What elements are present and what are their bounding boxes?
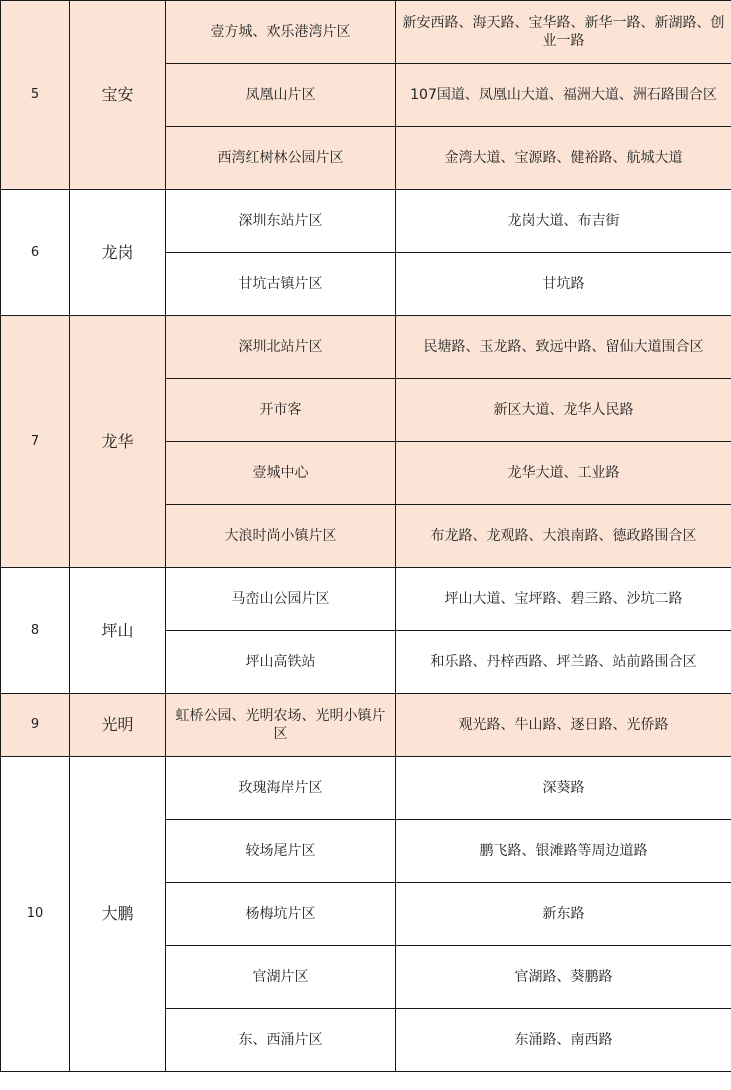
roads-cell: 坪山大道、宝坪路、碧三路、沙坑二路 — [396, 568, 731, 631]
area-cell: 甘坑古镇片区 — [166, 253, 396, 316]
area-cell: 玫瑰海岸片区 — [166, 757, 396, 820]
area-cell: 西湾红树林公园片区 — [166, 127, 396, 190]
area-cell: 大浪时尚小镇片区 — [166, 505, 396, 568]
area-cell: 壹方城、欢乐港湾片区 — [166, 1, 396, 64]
row-number-cell: 7 — [1, 316, 70, 568]
area-cell: 马峦山公园片区 — [166, 568, 396, 631]
roads-cell: 龙华大道、工业路 — [396, 442, 731, 505]
roads-cell: 东涌路、南西路 — [396, 1009, 731, 1072]
area-cell: 深圳东站片区 — [166, 190, 396, 253]
row-number-cell: 6 — [1, 190, 70, 316]
roads-cell: 新区大道、龙华人民路 — [396, 379, 731, 442]
table-row — [1, 316, 731, 379]
row-number-cell: 8 — [1, 568, 70, 694]
area-cell: 开市客 — [166, 379, 396, 442]
roads-cell: 龙岗大道、布吉街 — [396, 190, 731, 253]
district-cell: 光明 — [70, 694, 166, 757]
roads-cell: 民塘路、玉龙路、致远中路、留仙大道围合区 — [396, 316, 731, 379]
table-row — [1, 1, 731, 64]
area-cell: 虹桥公园、光明农场、光明小镇片区 — [166, 694, 396, 757]
district-cell: 龙华 — [70, 316, 166, 568]
table-body — [1, 1, 731, 1072]
district-cell: 大鹏 — [70, 757, 166, 1072]
area-cell: 深圳北站片区 — [166, 316, 396, 379]
roads-cell: 金湾大道、宝源路、健裕路、航城大道 — [396, 127, 731, 190]
area-cell: 凤凰山片区 — [166, 64, 396, 127]
roads-cell: 新安西路、海天路、宝华路、新华一路、新湖路、创业一路 — [396, 1, 731, 64]
district-cell: 宝安 — [70, 1, 166, 190]
table-row — [1, 694, 731, 757]
table-row — [1, 757, 731, 820]
roads-cell: 鹏飞路、银滩路等周边道路 — [396, 820, 731, 883]
roads-cell: 新东路 — [396, 883, 731, 946]
district-cell: 坪山 — [70, 568, 166, 694]
roads-cell: 和乐路、丹梓西路、坪兰路、站前路围合区 — [396, 631, 731, 694]
area-cell: 壹城中心 — [166, 442, 396, 505]
roads-cell: 观光路、牛山路、逐日路、光侨路 — [396, 694, 731, 757]
row-number-cell: 10 — [1, 757, 70, 1072]
row-number-cell: 9 — [1, 694, 70, 757]
roads-cell: 布龙路、龙观路、大浪南路、德政路围合区 — [396, 505, 731, 568]
area-cell: 较场尾片区 — [166, 820, 396, 883]
area-cell: 东、西涌片区 — [166, 1009, 396, 1072]
table-row — [1, 568, 731, 631]
roads-cell: 深葵路 — [396, 757, 731, 820]
table-row — [1, 190, 731, 253]
roads-cell: 官湖路、葵鹏路 — [396, 946, 731, 1009]
roads-cell: 甘坑路 — [396, 253, 731, 316]
row-number-cell: 5 — [1, 1, 70, 190]
area-cell: 杨梅坑片区 — [166, 883, 396, 946]
area-cell: 官湖片区 — [166, 946, 396, 1009]
area-cell: 坪山高铁站 — [166, 631, 396, 694]
roads-cell: 107国道、凤凰山大道、福洲大道、洲石路围合区 — [396, 64, 731, 127]
district-cell: 龙岗 — [70, 190, 166, 316]
